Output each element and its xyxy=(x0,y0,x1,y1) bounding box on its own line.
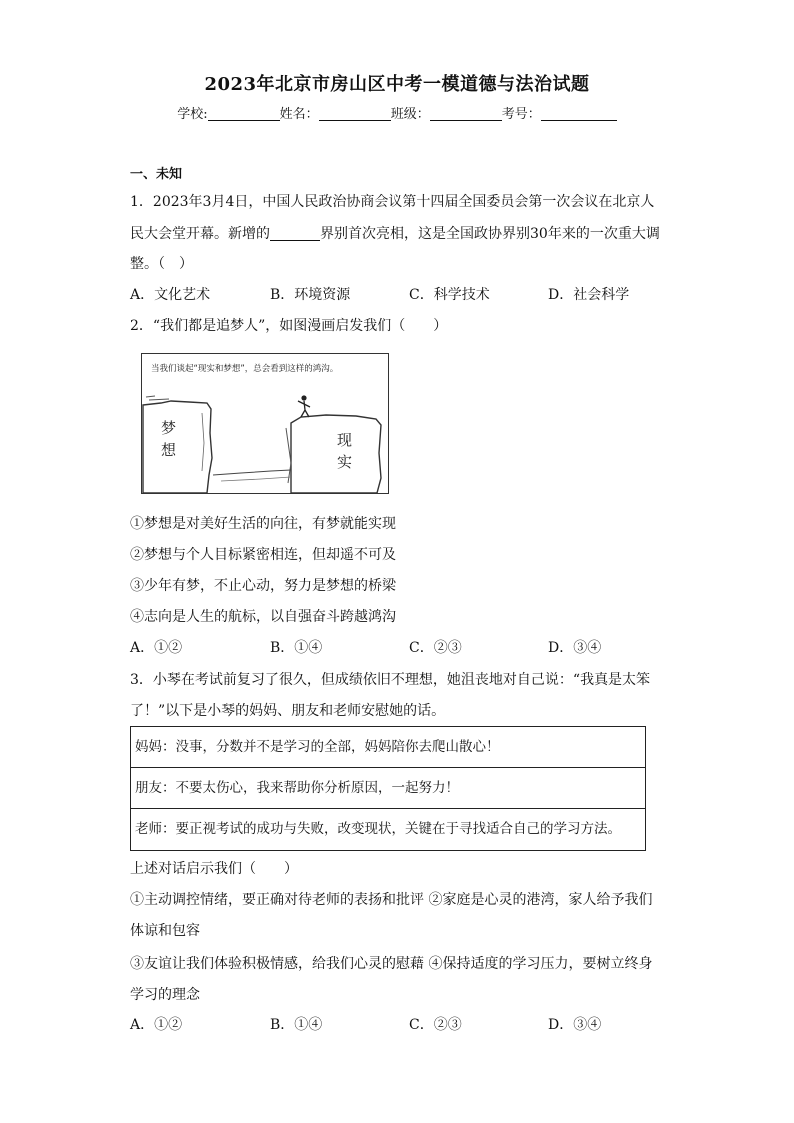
q3-statement-line-1: ①主动调控情绪，要正确对待老师的表扬和批评 ②家庭是心灵的港湾，家人给予我们 xyxy=(130,892,653,908)
class-field[interactable] xyxy=(430,106,502,121)
q1-answer-blank xyxy=(270,226,320,241)
q1-line-3: 整。（ ） xyxy=(130,256,193,272)
dialogue-row-friend: 朋友：不要太伤心，我来帮助你分析原因，一起努力！ xyxy=(131,768,645,809)
q3-prompt: 上述对话启示我们（ ） xyxy=(130,861,298,877)
q3-option-c[interactable]: C．②③ xyxy=(409,1017,462,1033)
q1-option-b[interactable]: B．环境资源 xyxy=(270,287,351,303)
q1-line-2 xyxy=(130,224,660,244)
q2-statement-2: ②梦想与个人目标紧密相连，但却遥不可及 xyxy=(130,547,396,563)
q2-stem: 2．“我们都是追梦人”，如图漫画启发我们（ ） xyxy=(130,318,448,334)
q2-option-d[interactable]: D．③④ xyxy=(548,640,602,656)
school-label: 学校: xyxy=(177,107,208,122)
cartoon-caption: 当我们谈起“现实和梦想”，总会看到这样的鸿沟。 xyxy=(151,364,339,374)
student-info-line xyxy=(0,103,794,122)
q1-line-1: 1．2023年3月4日，中国人民政治协商会议第十四届全国委员会第一次会议在北京人 xyxy=(130,194,655,210)
q1-line-2-a: 民大会堂开幕。新增的 xyxy=(130,226,270,242)
q3-statement-line-4: 学习的理念 xyxy=(130,987,200,1003)
name-label: 姓名： xyxy=(279,107,319,122)
q2-statement-3: ③少年有梦，不止心动，努力是梦想的桥梁 xyxy=(130,578,396,594)
q3-line-2: 了！”以下是小琴的妈妈、朋友和老师安慰她的话。 xyxy=(130,703,446,719)
name-field[interactable] xyxy=(319,106,391,121)
dialogue-row-mother: 妈妈：没事，分数并不是学习的全部，妈妈陪你去爬山散心！ xyxy=(131,727,645,768)
dream-cliff xyxy=(143,396,212,493)
q3-option-b[interactable]: B．①④ xyxy=(270,1017,323,1033)
number-label: 考号： xyxy=(501,107,541,122)
number-field[interactable] xyxy=(541,106,617,121)
q2-statement-1: ①梦想是对美好生活的向往，有梦就能实现 xyxy=(130,516,396,532)
q3-option-d[interactable]: D．③④ xyxy=(548,1017,602,1033)
reality-char-1: 现 xyxy=(337,431,353,449)
reality-char-2: 实 xyxy=(337,453,353,471)
class-label: 班级： xyxy=(390,107,430,122)
dialogue-table xyxy=(130,726,646,851)
q1-line-2-b: 界别首次亮相，这是全国政协界别30年来的一次重大调 xyxy=(320,226,660,242)
school-field[interactable] xyxy=(208,106,280,121)
section-title: 一、未知 xyxy=(130,167,183,182)
q3-option-a[interactable]: A．①② xyxy=(130,1017,183,1033)
reality-cliff xyxy=(286,415,381,493)
dream-reality-cartoon xyxy=(141,353,389,494)
q1-option-a[interactable]: A．文化艺术 xyxy=(130,287,211,303)
q3-statement-line-3: ③友谊让我们体验积极情感，给我们心灵的慰藉 ④保持适度的学习压力，要树立终身 xyxy=(130,956,653,972)
page-title: 2023年北京市房山区中考一模道德与法治试题 xyxy=(204,74,590,95)
q3-line-1: 3．小琴在考试前复习了很久，但成绩依旧不理想，她沮丧地对自己说：“我真是太笨 xyxy=(130,672,651,688)
q2-option-a[interactable]: A．①② xyxy=(130,640,183,656)
dialogue-row-teacher: 老师：要正视考试的成功与失败，改变现状，关键在于寻找适合自己的学习方法。 xyxy=(135,821,621,837)
dream-char-2: 想 xyxy=(161,441,177,459)
q1-option-c[interactable]: C．科学技术 xyxy=(409,287,490,303)
q2-option-b[interactable]: B．①④ xyxy=(270,640,323,656)
q1-option-d[interactable]: D．社会科学 xyxy=(548,287,630,303)
q2-statement-4: ④志向是人生的航标，以自强奋斗跨越鸿沟 xyxy=(130,609,396,625)
q3-statement-line-2: 体谅和包容 xyxy=(130,923,200,939)
q2-option-c[interactable]: C．②③ xyxy=(409,640,462,656)
dream-char-1: 梦 xyxy=(161,419,177,437)
